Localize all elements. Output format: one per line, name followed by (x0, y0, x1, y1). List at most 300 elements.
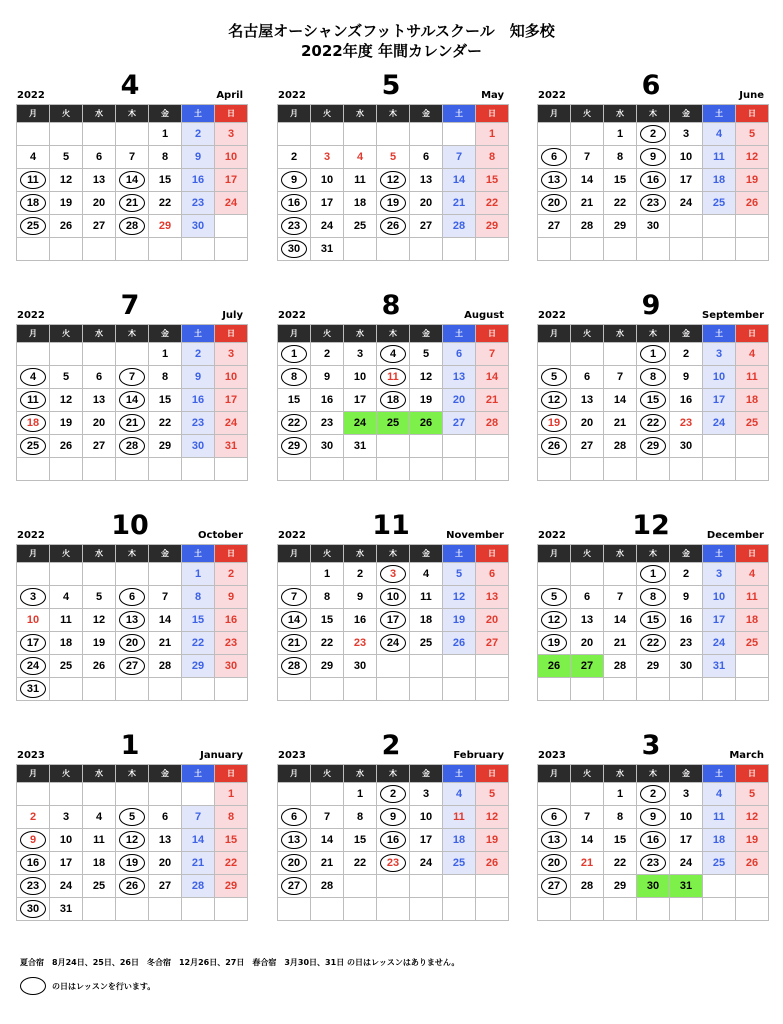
day-number: 5 (62, 371, 70, 383)
day-cell (344, 783, 377, 806)
empty-cell (278, 898, 311, 921)
day-number: 17 (712, 614, 726, 626)
day-number: 18 (419, 614, 433, 626)
day-cell (344, 169, 377, 192)
day-number: 17 (224, 174, 238, 186)
day-number: 22 (485, 197, 499, 209)
empty-cell (571, 343, 604, 366)
empty-cell (278, 458, 311, 481)
month-english-name: June (739, 90, 764, 101)
empty-cell (443, 875, 476, 898)
day-cell (116, 366, 149, 389)
day-number: 4 (748, 568, 756, 580)
month-english-name: December (706, 530, 764, 541)
day-number: 2 (194, 128, 202, 140)
day-number: 3 (715, 348, 723, 360)
weekday-header: 金 (149, 545, 182, 563)
month-english-name: January (200, 750, 243, 761)
day-number: 8 (616, 811, 624, 823)
week-row (538, 238, 769, 261)
day-cell (50, 586, 83, 609)
day-cell (703, 806, 736, 829)
empty-cell (149, 458, 182, 481)
week-row (278, 169, 509, 192)
lesson-day-number: 23 (20, 877, 46, 895)
day-number: 18 (712, 834, 726, 846)
day-cell (182, 563, 215, 586)
day-cell (83, 169, 116, 192)
day-cell (182, 412, 215, 435)
lesson-day-number: 9 (640, 148, 666, 166)
empty-cell (736, 898, 769, 921)
day-cell (670, 169, 703, 192)
day-cell (344, 215, 377, 238)
day-number: 3 (323, 151, 331, 163)
day-number: 25 (92, 880, 106, 892)
lesson-day-number: 2 (640, 125, 666, 143)
day-number: 15 (320, 614, 334, 626)
day-number: 15 (191, 614, 205, 626)
weekday-header: 日 (476, 105, 509, 123)
weekday-header: 水 (604, 105, 637, 123)
day-cell (736, 412, 769, 435)
day-number: 3 (682, 788, 690, 800)
day-cell (17, 215, 50, 238)
day-number: 10 (419, 811, 433, 823)
day-number: 1 (356, 788, 364, 800)
lesson-day-number: 10 (380, 588, 406, 606)
day-cell (571, 609, 604, 632)
week-row (278, 563, 509, 586)
lesson-day-number: 30 (281, 240, 307, 258)
day-number: 24 (419, 857, 433, 869)
weekday-header: 土 (182, 545, 215, 563)
day-number: 13 (92, 394, 106, 406)
day-cell (116, 852, 149, 875)
month-number: 5 (381, 70, 401, 101)
weekday-header: 火 (50, 765, 83, 783)
lesson-day-number: 20 (281, 854, 307, 872)
day-cell (538, 169, 571, 192)
day-cell (670, 875, 703, 898)
day-cell (604, 829, 637, 852)
weekday-header: 土 (443, 105, 476, 123)
day-number: 1 (161, 128, 169, 140)
day-number: 29 (158, 220, 172, 232)
week-row (17, 875, 248, 898)
lesson-day-number: 17 (20, 634, 46, 652)
month-header (537, 290, 765, 324)
day-cell (604, 875, 637, 898)
weekday-header: 金 (149, 765, 182, 783)
day-number: 29 (320, 660, 334, 672)
week-row (538, 678, 769, 701)
day-cell (182, 586, 215, 609)
day-cell (50, 806, 83, 829)
day-number: 4 (356, 151, 364, 163)
lesson-day-number: 16 (640, 831, 666, 849)
empty-cell (50, 563, 83, 586)
day-number: 17 (59, 857, 73, 869)
week-row (538, 898, 769, 921)
empty-cell (149, 783, 182, 806)
day-cell (571, 412, 604, 435)
empty-cell (476, 678, 509, 701)
month-english-name: July (222, 310, 243, 321)
empty-cell (443, 238, 476, 261)
day-cell (637, 146, 670, 169)
day-number: 23 (353, 637, 367, 649)
day-number: 24 (320, 220, 334, 232)
empty-cell (703, 435, 736, 458)
day-cell (311, 389, 344, 412)
day-number: 7 (194, 811, 202, 823)
empty-cell (604, 563, 637, 586)
day-cell (443, 563, 476, 586)
day-number: 22 (613, 197, 627, 209)
day-number: 28 (580, 220, 594, 232)
week-row (278, 123, 509, 146)
day-cell (50, 435, 83, 458)
day-number: 20 (485, 614, 499, 626)
day-number: 30 (646, 220, 660, 232)
day-cell (670, 563, 703, 586)
month-calendar (16, 510, 244, 701)
day-number: 24 (712, 417, 726, 429)
weekday-header: 木 (116, 325, 149, 343)
week-row (278, 192, 509, 215)
lesson-day-number: 6 (541, 148, 567, 166)
empty-cell (344, 898, 377, 921)
month-calendar (16, 70, 244, 261)
day-number: 24 (679, 857, 693, 869)
weekday-header: 日 (215, 325, 248, 343)
month-english-name: May (481, 90, 504, 101)
weekday-header: 金 (410, 325, 443, 343)
day-cell (311, 632, 344, 655)
day-cell (670, 783, 703, 806)
weekday-header: 日 (215, 545, 248, 563)
lesson-day-number: 17 (380, 611, 406, 629)
day-cell (571, 632, 604, 655)
day-cell (116, 586, 149, 609)
lesson-day-number: 28 (281, 657, 307, 675)
day-cell (736, 146, 769, 169)
week-row (538, 169, 769, 192)
day-cell (311, 609, 344, 632)
day-cell (670, 806, 703, 829)
day-cell (149, 655, 182, 678)
lesson-day-number: 6 (281, 808, 307, 826)
day-number: 16 (320, 394, 334, 406)
day-number: 6 (583, 371, 591, 383)
weekday-header: 木 (377, 325, 410, 343)
day-cell (83, 875, 116, 898)
weekday-header: 金 (410, 765, 443, 783)
empty-cell (538, 458, 571, 481)
day-cell (571, 366, 604, 389)
empty-cell (50, 783, 83, 806)
day-number: 16 (224, 614, 238, 626)
day-number: 9 (194, 151, 202, 163)
day-cell (17, 655, 50, 678)
day-cell (703, 389, 736, 412)
month-english-name: February (453, 750, 504, 761)
day-number: 15 (613, 174, 627, 186)
day-number: 9 (323, 371, 331, 383)
lesson-day-number: 28 (119, 217, 145, 235)
day-cell (637, 632, 670, 655)
day-cell (410, 586, 443, 609)
day-cell (736, 389, 769, 412)
weekday-header: 月 (17, 105, 50, 123)
empty-cell (83, 783, 116, 806)
lesson-day-number: 15 (640, 391, 666, 409)
day-number: 2 (323, 348, 331, 360)
day-number: 10 (712, 591, 726, 603)
day-number: 11 (713, 151, 725, 163)
day-cell (344, 632, 377, 655)
empty-cell (410, 238, 443, 261)
day-number: 25 (712, 857, 726, 869)
day-number: 3 (356, 348, 364, 360)
day-cell (571, 435, 604, 458)
day-number: 30 (679, 660, 693, 672)
empty-cell (83, 898, 116, 921)
day-number: 19 (745, 174, 759, 186)
month-number: 10 (111, 510, 149, 541)
lesson-day-number: 20 (119, 634, 145, 652)
day-cell (637, 829, 670, 852)
lesson-day-number: 29 (281, 437, 307, 455)
lesson-day-number: 13 (541, 831, 567, 849)
day-cell (443, 586, 476, 609)
lesson-day-number: 14 (119, 171, 145, 189)
empty-cell (443, 458, 476, 481)
day-number: 19 (485, 834, 499, 846)
empty-cell (538, 898, 571, 921)
day-cell (476, 123, 509, 146)
day-cell (311, 586, 344, 609)
day-cell (149, 586, 182, 609)
day-cell (311, 412, 344, 435)
week-row (538, 123, 769, 146)
day-number: 4 (715, 788, 723, 800)
month-number: 9 (641, 290, 661, 321)
lesson-day-number: 2 (380, 785, 406, 803)
day-number: 15 (287, 394, 301, 406)
lesson-day-number: 5 (541, 588, 567, 606)
day-cell (637, 655, 670, 678)
empty-cell (604, 678, 637, 701)
lesson-day-number: 9 (380, 808, 406, 826)
day-number: 9 (682, 371, 690, 383)
month-calendar (537, 290, 765, 481)
month-year: 2023 (278, 750, 306, 761)
day-number: 11 (93, 834, 105, 846)
empty-cell (476, 458, 509, 481)
day-number: 18 (452, 834, 466, 846)
day-cell (476, 215, 509, 238)
day-number: 23 (320, 417, 334, 429)
day-cell (476, 586, 509, 609)
month-header (277, 730, 505, 764)
day-cell (116, 192, 149, 215)
day-number: 28 (613, 440, 627, 452)
empty-cell (215, 678, 248, 701)
day-cell (83, 609, 116, 632)
day-cell (149, 609, 182, 632)
lesson-day-number: 25 (20, 437, 46, 455)
day-cell (571, 146, 604, 169)
empty-cell (410, 123, 443, 146)
day-number: 22 (158, 197, 172, 209)
day-number: 29 (158, 440, 172, 452)
week-row (538, 875, 769, 898)
day-cell (83, 146, 116, 169)
day-number: 2 (356, 568, 364, 580)
day-cell (17, 586, 50, 609)
day-number: 25 (745, 637, 759, 649)
day-number: 27 (547, 220, 561, 232)
day-cell (703, 563, 736, 586)
day-cell (476, 169, 509, 192)
day-cell (571, 169, 604, 192)
day-cell (736, 632, 769, 655)
day-cell (571, 829, 604, 852)
month-english-name: March (729, 750, 764, 761)
lesson-day-number: 19 (541, 414, 567, 432)
day-number: 7 (488, 348, 496, 360)
day-number: 20 (92, 417, 106, 429)
weekday-header: 月 (538, 545, 571, 563)
week-row (538, 632, 769, 655)
day-number: 29 (613, 220, 627, 232)
day-number: 9 (194, 371, 202, 383)
day-cell (736, 783, 769, 806)
day-cell (604, 366, 637, 389)
weekday-header: 金 (410, 105, 443, 123)
day-number: 21 (452, 197, 466, 209)
day-number: 27 (485, 637, 499, 649)
lesson-day-number: 26 (380, 217, 406, 235)
day-cell (149, 389, 182, 412)
day-cell (149, 215, 182, 238)
day-cell (278, 343, 311, 366)
day-cell (182, 343, 215, 366)
day-cell (50, 875, 83, 898)
day-cell (377, 632, 410, 655)
empty-cell (538, 238, 571, 261)
day-number: 10 (224, 151, 238, 163)
day-number: 3 (682, 128, 690, 140)
day-cell (215, 146, 248, 169)
empty-cell (637, 458, 670, 481)
day-cell (149, 123, 182, 146)
lesson-day-number: 22 (640, 634, 666, 652)
day-cell (83, 655, 116, 678)
day-cell (50, 898, 83, 921)
day-cell (344, 806, 377, 829)
weekday-header: 月 (17, 765, 50, 783)
weekday-header: 月 (538, 325, 571, 343)
day-number: 7 (455, 151, 463, 163)
day-cell (571, 586, 604, 609)
day-cell (344, 192, 377, 215)
day-number: 24 (679, 197, 693, 209)
empty-cell (377, 655, 410, 678)
day-number: 7 (616, 591, 624, 603)
day-cell (476, 609, 509, 632)
month-calendar (277, 70, 505, 261)
day-number: 4 (715, 128, 723, 140)
day-number: 30 (191, 220, 205, 232)
day-number: 5 (389, 151, 397, 163)
weekday-header: 火 (311, 105, 344, 123)
day-cell (703, 169, 736, 192)
day-number: 8 (194, 591, 202, 603)
day-cell (637, 435, 670, 458)
day-cell (149, 343, 182, 366)
day-cell (410, 852, 443, 875)
day-number: 9 (227, 591, 235, 603)
day-cell (571, 215, 604, 238)
day-cell (703, 412, 736, 435)
day-number: 12 (92, 614, 106, 626)
day-cell (278, 852, 311, 875)
day-cell (50, 192, 83, 215)
day-number: 14 (580, 174, 594, 186)
empty-cell (278, 563, 311, 586)
week-row (538, 215, 769, 238)
day-cell (538, 632, 571, 655)
day-cell (278, 632, 311, 655)
day-number: 11 (713, 811, 725, 823)
weekday-header: 木 (637, 325, 670, 343)
day-number: 13 (92, 174, 106, 186)
day-cell (736, 852, 769, 875)
day-cell (182, 366, 215, 389)
day-cell (215, 123, 248, 146)
day-cell (670, 829, 703, 852)
weekday-header: 土 (443, 545, 476, 563)
day-cell (50, 632, 83, 655)
day-number: 28 (191, 880, 205, 892)
day-number: 1 (323, 568, 331, 580)
day-cell (83, 632, 116, 655)
month-calendar (277, 290, 505, 481)
month-calendar (16, 290, 244, 481)
month-year: 2022 (17, 530, 45, 541)
day-cell (344, 435, 377, 458)
day-cell (311, 238, 344, 261)
day-cell (538, 609, 571, 632)
week-row (538, 829, 769, 852)
month-year: 2022 (278, 530, 306, 541)
weekday-header: 日 (736, 105, 769, 123)
empty-cell (604, 343, 637, 366)
empty-cell (736, 215, 769, 238)
empty-cell (637, 238, 670, 261)
lesson-day-number: 8 (281, 368, 307, 386)
day-cell (604, 852, 637, 875)
day-number: 12 (59, 174, 73, 186)
day-number: 12 (745, 151, 759, 163)
week-row (17, 458, 248, 481)
month-header (537, 70, 765, 104)
week-row (278, 215, 509, 238)
weekday-header: 金 (670, 765, 703, 783)
